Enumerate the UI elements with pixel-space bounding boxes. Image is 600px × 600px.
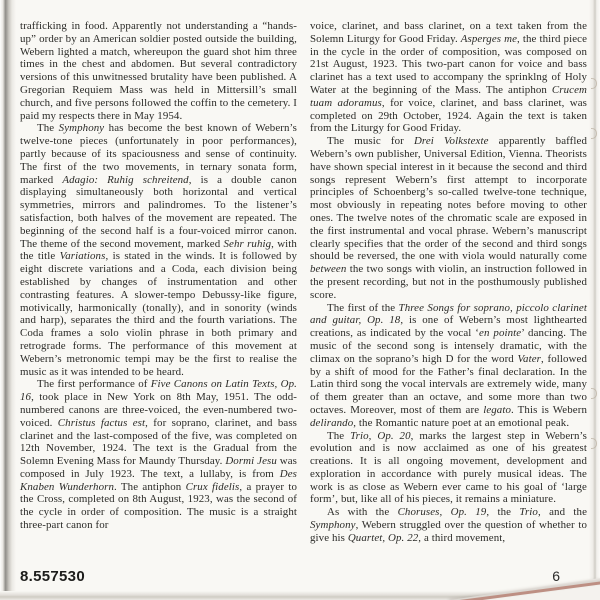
page-right-edge [589, 0, 600, 600]
paragraph: The Symphony has become the best known of Webern’s twelve-tone pieces (unfortunately in poor performances), partly because of its spaciousness and sense of continuity. The first of the two movements, in ternary sonata form, marked Adagio: Ruhig schreitend, is a double canon displaying simultaneously both horizontal and vertical symmetries, mirrors and palindromes. To the listener’s satisfaction, both halves of the movement are repeated. The beginning of the second half is a four-voiced mirror canon. The theme of the second movement, marked Sehr ruhig, with the title Variations, is stated in the winds. It is followed by eight discrete variations and a Coda, each division being established by changes of instrumentation and other contrasting features. A slower-tempo Debussy-like figure, motivically, harmonically (tonally), and in sonority (winds and harp), separates the third and the fourth variations. The Coda frames a solo violin phrase in both primary and retrograde forms. The performance of this movement at Webern’s metronomic tempi may be the first to realise the music as it was intended to be heard. [20, 122, 298, 378]
page-number: 6 [552, 568, 560, 584]
paragraph: The first performance of Five Canons on Latin Texts, Op. 16, took place in New York on 8th May, 1951. The odd-numbered canons are three-voiced, the even-numbered two-voiced. Christus factus est, for soprano, clarinet, and bass clarinet and the last-composed of the five, was completed on 12th November, 1924. The text is the Gradual from the Solemn Evening Mass for Maundy Thursday. Dormi Jesu was composed in July 1923. The text, a lullaby, is from Des Knaben Wunderhorn. The antiphon Crux fidelis, a prayer to the Cross, completed on 8th August, 1923, was the second of the cycle in order of composition. The music is a straight three-part canon for [20, 378, 298, 532]
paragraph: As with the Choruses, Op. 19, the Trio, and the Symphony, Webern struggled over the question of whether to give his Quartet, Op. 22, a third movement, [310, 506, 588, 544]
catalog-number: 8.557530 [20, 568, 85, 585]
right-column [310, 20, 587, 545]
paragraph: The music for Drei Volkstexte apparently baffled Webern’s own publisher, Universal Edition, Vienna. Theorists have shown special interest in it because the second and third songs represent Webern’s first attempt to incorporate principles of Schoenberg’s so-called twelve-tone technique, most obviously in repeating notes before moving to other ones. The twelve notes of the chromatic scale are exposed in the first instrumental and vocal phrase. Webern’s manuscript clearly specifies that the order of the second and third songs should be reversed, the one with viola would naturally come between the two songs with violin, an instruction followed in the present recording, but not in the posthumously published score. [310, 135, 587, 301]
paragraph: The first of the Three Songs for soprano, piccolo clarinet and guitar, Op. 18, is one of Webern’s most lighthearted creations, as indicated by the vocal ‘en pointe’ dancing. The music of the second song is intensely dramatic, with the climax on the soprano’s high D for the word Vater, followed by a shift of mood for the Father’s final declaration. In the Latin third song the vocal intervals are extremely wide, many of them greater than an octave, and some more than two octaves. Moreover, most of them are legato. This is Webern delirando, the Romantic nature poet at an emotional peak. [310, 301, 587, 429]
paragraph: The Trio, Op. 20, marks the largest step in Webern’s evolution and is now acclaimed as one of his greatest creations. It is all ongoing movement, development and exploration in accordance with purely musical ideas. The work is as close as Webern ever came to his goal of ‘large form’, but, like all of his pieces, it remains a miniature. [310, 429, 587, 506]
footer [20, 568, 586, 588]
scan-gutter-shadow [0, 0, 16, 600]
body-text [20, 20, 587, 545]
left-column [20, 20, 297, 545]
paragraph: trafficking in food. Apparently not understanding a “hands-up” order by an American soldier posted outside the building, Webern lighted a match, whereupon the guard shot him three times in the chest and abdomen. But several contradictory versions of this unwitnessed brutality have been published. A Gregorian Requiem Mass was held in Mittersill’s small church, and five persons followed the coffin to the cemetery. I paid my respects there in May 1954. [20, 20, 297, 122]
paragraph: voice, clarinet, and bass clarinet, on a text taken from the Solemn Liturgy for Good Friday. Asperges me, the third piece in the cycle in the order of composition, was composed on 21st August, 1923. This two-part canon for voice and bass clarinet has a text used to accompany the sprinklng of Holy Water at the beginning of the Mass. The antiphon Crucem tuam adoramus, for voice, clarinet, and bass clarinet, was completed on 29th October, 1924. Again the text is taken from the Liturgy for Good Friday. [310, 20, 588, 135]
